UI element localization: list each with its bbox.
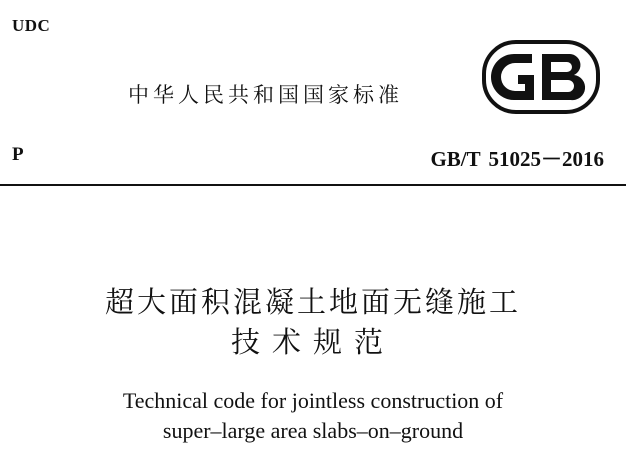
gb-logo-graphic [482, 40, 600, 114]
header-divider [0, 184, 626, 186]
gb-logo [482, 40, 600, 114]
english-title-line-1: Technical code for jointless construction of [122, 388, 504, 413]
chinese-title-line-1: 超大面积混凝土地面无缝施工 [104, 285, 521, 319]
english-title [0, 386, 626, 446]
english-title-line-2: super–large area slabs–on–ground [162, 418, 464, 443]
chinese-title [0, 282, 626, 362]
national-standard-heading: 中华人民共和国国家标准 [128, 83, 403, 107]
standard-number: GB/T 51025－2016 [430, 147, 604, 171]
udc-label: UDC [12, 16, 51, 35]
chinese-title-line-2: 技术规范 [230, 325, 395, 359]
category-code: P [12, 144, 24, 165]
